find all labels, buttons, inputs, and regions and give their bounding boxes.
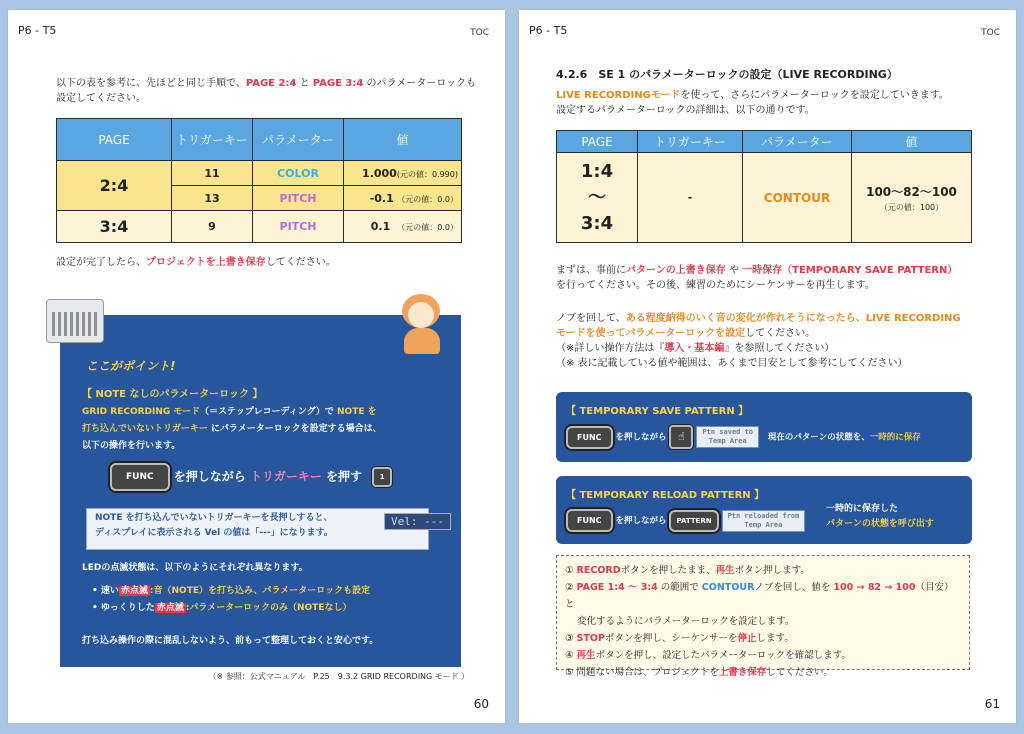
reload-title: 【 TEMPORARY RELOAD PATTERN 】 <box>566 490 765 501</box>
save-lcd: Ptn saved to Temp Area <box>696 426 759 448</box>
value-cell: 100～82～100 （元の値：100） <box>852 153 972 243</box>
trigger-cell: 11 <box>172 161 253 186</box>
section-title: 4.2.6 SE 1 のパラメーターロックの設定（LIVE RECORDING） <box>556 68 898 81</box>
th-trigger: トリガーキー <box>638 131 743 153</box>
device-illustration <box>46 299 104 343</box>
step-1: ① RECORDボタンを押したまま、再生ボタン押します。 <box>565 565 810 576</box>
temp-reload-panel <box>556 476 972 544</box>
reload-instruction: FUNC を押しながら PATTERN Ptn reloaded from Temp Area <box>566 509 805 532</box>
trigger-key-1-button[interactable]: 1 <box>372 467 392 487</box>
param-cell: CONTOUR <box>743 153 852 243</box>
pattern-button[interactable]: PATTERN <box>669 510 718 532</box>
reference-note: （※ 参照：公式マニュアル P.25 9.3.2 GRID RECORDING モード ） <box>208 672 469 681</box>
page-range: 1:4 ～ 3:4 <box>557 153 638 243</box>
step-4: ④ 再生ボタンを押し、設定したパラメーターロックを確認します。 <box>565 650 851 661</box>
toc-link[interactable]: TOC <box>981 28 1000 38</box>
led-list: • 速い 赤点滅 :音（NOTE）を打ち込み、パラメーターロックも設定 • ゆっくりした 赤点滅 :パラメーターロックのみ（NOTEなし） <box>92 586 371 613</box>
tip-text: 打ち込み操作の際に混乱しないよう、前もって整理しておくと安心です。 <box>82 636 379 646</box>
page-3-4: 3:4 <box>57 211 172 243</box>
th-param: パラメーター <box>743 131 852 153</box>
step-5: ⑤ 問題ない場合は、プロジェクトを上書き保存してください。 <box>565 667 833 678</box>
character-avatar <box>400 294 444 354</box>
param-table-right <box>556 130 972 243</box>
page-header: P6 - T5 <box>529 24 568 37</box>
func-instruction: FUNC を押しながら トリガーキー を押す 1 <box>110 463 392 491</box>
temp-save-panel <box>556 392 972 462</box>
save-title: 【 TEMPORARY SAVE PATTERN 】 <box>566 406 749 417</box>
page-2-4: 2:4 <box>57 161 172 211</box>
reload-desc: 一時的に保存した パターンの状態を呼び出す <box>826 504 934 529</box>
param-cell: PITCH <box>253 186 344 211</box>
right-page <box>519 10 1016 723</box>
th-value: 値 <box>852 131 972 153</box>
vel-display: Vel: --- <box>384 513 451 530</box>
finger-icon[interactable]: ☝ <box>669 425 693 449</box>
th-param: パラメーター <box>253 119 344 161</box>
value-cell: 1.000(元の値：0.990) <box>344 161 462 186</box>
led-desc: LEDの点滅状態は、以下のようにそれぞれ異なります。 <box>82 563 308 573</box>
param-cell: PITCH <box>253 211 344 243</box>
trigger-cell: - <box>638 153 743 243</box>
page-number: 61 <box>984 697 1000 711</box>
value-cell: -0.1 （元の値：0.0） <box>344 186 462 211</box>
th-trigger: トリガーキー <box>172 119 253 161</box>
step-3: ③ STOPボタンを押し、シーケンサーを停止します。 <box>565 633 794 644</box>
trigger-cell: 13 <box>172 186 253 211</box>
toc-link[interactable]: TOC <box>470 28 489 38</box>
func-button[interactable]: FUNC <box>110 463 170 491</box>
th-page: PAGE <box>57 119 172 161</box>
func-button[interactable]: FUNC <box>566 426 613 449</box>
trigger-cell: 9 <box>172 211 253 243</box>
param-cell: COLOR <box>253 161 344 186</box>
point-subtitle: 【 NOTE なしのパラメーターロック 】 <box>82 389 263 400</box>
th-page: PAGE <box>557 131 638 153</box>
reload-lcd: Ptn reloaded from Temp Area <box>722 510 806 532</box>
th-value: 値 <box>344 119 462 161</box>
param-table-left <box>56 118 462 243</box>
vel-note: NOTE を打ち込んでいないトリガーキーを長押しすると、 ディスプレイに表示される Vel の値は「---」になります。 <box>86 508 429 550</box>
page-header: P6 - T5 <box>18 24 57 37</box>
func-button[interactable]: FUNC <box>566 509 613 532</box>
point-title: ここがポイント! <box>86 359 176 373</box>
left-page <box>8 10 505 723</box>
intro-text: 以下の表を参考に、先ほどと同じ手順で、PAGE 2:4 と PAGE 3:4 のパラメーターロックも 設定してください。 <box>56 78 477 104</box>
page-number: 60 <box>473 697 489 711</box>
point-desc: GRID RECORDING モード（＝ステップレコーディング）で NOTE を 打ち込んでいないトリガーキー にパラメーターロックを設定する場合は、 以下の操作を行います。 <box>82 407 382 451</box>
after-text: 設定が完了したら、プロジェクトを上書き保存してください。 <box>56 257 336 268</box>
steps-box <box>556 555 970 678</box>
step-2: ② PAGE 1:4 ～ 3:4 の範囲で CONTOURノブを回し、値を 100 → 82 → 100（目安）と 変化するようにパラメーターロックを設定します。 <box>565 582 954 627</box>
value-cell: 0.1 （元の値：0.0） <box>344 211 462 243</box>
point-box <box>60 315 461 667</box>
live-text: ノブを回して、ある程度納得のいく音の変化が作れそうになったら、LIVE RECORDING モードを使ってパラメーターロックを設定してください。 （※詳しい操作方法は『導入・基本編』を参照してください） （※ 表に記載している値や範囲は、あくまで目安として参考にしてください） <box>556 313 961 369</box>
save-instruction: FUNC を押しながら ☝ Ptn saved to Temp Area 現在のパターンの状態を、一時的に保存 <box>566 425 921 449</box>
prep-text: まずは、事前にパターンの上書き保存 や 一時保存（TEMPORARY SAVE PATTERN） を行ってください。その後、練習のためにシーケンサーを再生します。 <box>556 265 958 291</box>
section-intro: LIVE RECORDINGモードを使って、さらにパラメーターロックを設定していきます。 設定するパラメーターロックの詳細は、以下の通りです。 <box>556 90 949 116</box>
